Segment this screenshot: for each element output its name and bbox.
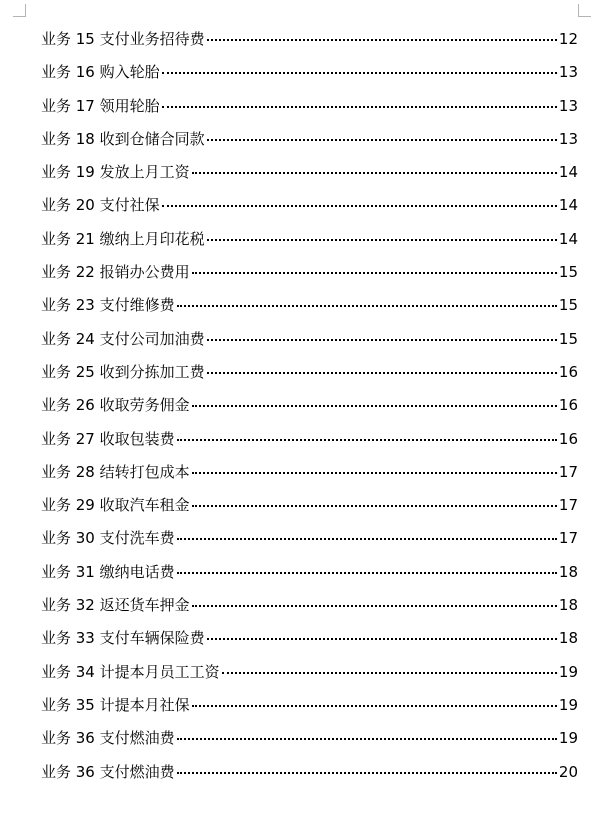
toc-entry-page: 19: [558, 729, 578, 748]
toc-entry[interactable]: [41, 291, 578, 324]
toc-dot-leader: [192, 404, 557, 407]
toc-dot-leader: [207, 371, 557, 374]
toc-entry-title: 业务 28 结转打包成本: [41, 462, 190, 481]
toc-entry-page: 14: [558, 196, 578, 215]
toc-dot-leader: [192, 604, 557, 607]
toc-dot-leader: [177, 771, 557, 774]
toc-entry-page: 15: [558, 263, 578, 282]
toc-dot-leader: [192, 504, 557, 507]
toc-entry[interactable]: [41, 258, 578, 291]
toc-entry[interactable]: [41, 191, 578, 224]
toc-entry[interactable]: [41, 225, 578, 258]
toc-entry[interactable]: [41, 391, 578, 424]
toc-dot-leader: [192, 471, 557, 474]
toc-entry-page: 14: [558, 229, 578, 248]
toc-entry-page: 18: [558, 629, 578, 648]
toc-entry-title: 业务 32 返还货车押金: [41, 596, 190, 615]
toc-entry-page: 13: [558, 63, 578, 82]
toc-entry[interactable]: [41, 558, 578, 591]
toc-entry-title: 业务 26 收取劳务佣金: [41, 396, 190, 415]
toc-entry-page: 15: [558, 296, 578, 315]
toc-entry[interactable]: [41, 458, 578, 491]
toc-entry-page: 15: [558, 329, 578, 348]
toc-entry-title: 业务 35 计提本月社保: [41, 695, 190, 714]
toc-entry[interactable]: [41, 358, 578, 391]
toc-entry-title: 业务 16 购入轮胎: [41, 63, 160, 82]
toc-entry[interactable]: [41, 325, 578, 358]
toc-dot-leader: [162, 71, 557, 74]
toc-entry-title: 业务 33 支付车辆保险费: [41, 629, 205, 648]
toc-entry-page: 12: [558, 30, 578, 48]
toc-entry-title: 业务 31 缴纳电话费: [41, 562, 175, 581]
toc-entry[interactable]: [41, 658, 578, 691]
toc-dot-leader: [162, 105, 557, 108]
toc-entry-title: 业务 24 支付公司加油费: [41, 329, 205, 348]
toc-entry[interactable]: [41, 425, 578, 458]
toc-entry-page: 20: [558, 762, 578, 781]
page-corner-marker-right: [578, 4, 591, 17]
toc-entry-page: 17: [558, 462, 578, 481]
toc-entry-title: 业务 30 支付洗车费: [41, 529, 175, 548]
toc-dot-leader: [207, 637, 557, 640]
toc-entry-title: 业务 27 收取包装费: [41, 429, 175, 448]
toc-dot-leader: [177, 737, 557, 740]
toc-entry-page: 17: [558, 529, 578, 548]
toc-dot-leader: [207, 138, 557, 141]
toc-entry[interactable]: [41, 25, 578, 58]
toc-entry[interactable]: [41, 125, 578, 158]
page-corner-marker-left: [13, 4, 26, 17]
toc-entry-title: 业务 15 支付业务招待费: [41, 30, 205, 48]
toc-dot-leader: [162, 204, 557, 207]
toc-entry[interactable]: [41, 158, 578, 191]
toc-entry[interactable]: [41, 92, 578, 125]
toc-entry-page: 17: [558, 496, 578, 515]
toc-entry[interactable]: [41, 691, 578, 724]
toc-dot-leader: [177, 537, 557, 540]
toc-entry-page: 13: [558, 129, 578, 148]
toc-entry-title: 业务 36 支付燃油费: [41, 762, 175, 781]
toc-entry-title: 业务 20 支付社保: [41, 196, 160, 215]
toc-entry-page: 16: [558, 396, 578, 415]
toc-entry[interactable]: [41, 724, 578, 757]
toc-entry[interactable]: [41, 591, 578, 624]
toc-dot-leader: [222, 671, 557, 674]
toc-entry-page: 19: [558, 662, 578, 681]
toc-dot-leader: [177, 304, 557, 307]
toc-entry-page: 14: [558, 163, 578, 182]
toc-entry-title: 业务 21 缴纳上月印花税: [41, 229, 205, 248]
toc-entry-title: 业务 22 报销办公费用: [41, 263, 190, 282]
toc-dot-leader: [177, 571, 557, 574]
toc-dot-leader: [207, 338, 557, 341]
toc-dot-leader: [177, 438, 557, 441]
toc-dot-leader: [192, 171, 557, 174]
toc-entry-page: 16: [558, 362, 578, 381]
toc-entry-page: 18: [558, 596, 578, 615]
toc-entry[interactable]: [41, 624, 578, 657]
toc-entry-page: 16: [558, 429, 578, 448]
toc-entry[interactable]: [41, 58, 578, 91]
toc-entry-title: 业务 25 收到分拣加工费: [41, 362, 205, 381]
toc-entry-title: 业务 34 计提本月员工工资: [41, 662, 220, 681]
toc-dot-leader: [192, 704, 557, 707]
toc-entry-page: 13: [558, 96, 578, 115]
toc-dot-leader: [207, 38, 557, 41]
toc-dot-leader: [207, 238, 557, 241]
toc-entry-page: 18: [558, 562, 578, 581]
toc-entry-title: 业务 29 收取汽车租金: [41, 496, 190, 515]
toc-entry-title: 业务 23 支付维修费: [41, 296, 175, 315]
toc-entry[interactable]: [41, 524, 578, 557]
toc-dot-leader: [192, 271, 557, 274]
toc-entry-title: 业务 18 收到仓储合同款: [41, 129, 205, 148]
toc-entry[interactable]: [41, 758, 578, 791]
toc-entry-page: 19: [558, 695, 578, 714]
table-of-contents: [41, 25, 578, 791]
toc-entry-title: 业务 19 发放上月工资: [41, 163, 190, 182]
toc-entry-title: 业务 36 支付燃油费: [41, 729, 175, 748]
toc-entry[interactable]: [41, 491, 578, 524]
toc-entry-title: 业务 17 领用轮胎: [41, 96, 160, 115]
